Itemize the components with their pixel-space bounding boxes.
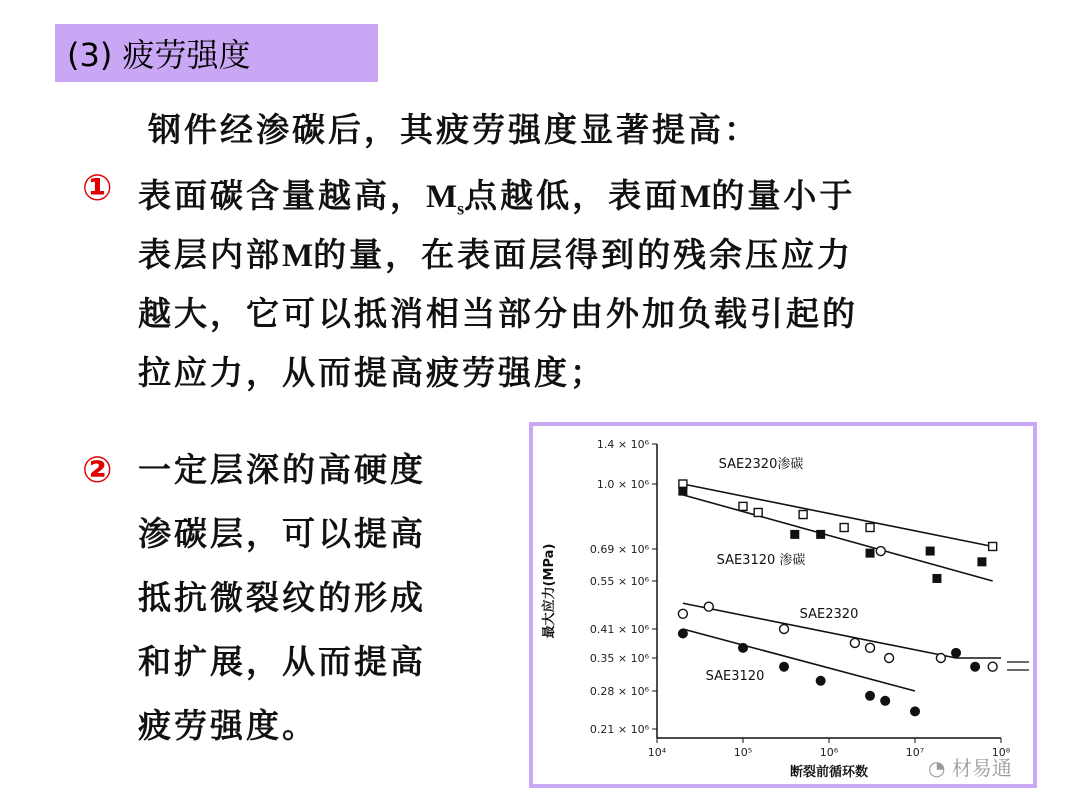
x-tick-label: 10⁸ [991,746,1011,759]
point-2-line-1: 一定层深的高硬度 [138,450,426,489]
point-filled-circle [866,691,875,700]
point-2-line-2: 渗碳层，可以提高 [138,514,426,553]
point-open-circle [678,609,687,618]
point-filled-circle [881,696,890,705]
point-2-text [138,438,426,758]
point-open-square [866,524,874,532]
x-tick-label: 10⁴ [647,746,667,759]
y-tick-label: 0.55 × 10⁶ [589,575,649,588]
section-title-box [55,24,378,82]
y-tick-label: 0.28 × 10⁶ [589,685,649,698]
x-tick-label: 10⁵ [733,746,753,759]
point-open-circle [780,625,789,634]
y-tick-label: 0.41 × 10⁶ [589,623,649,636]
point-1-text [138,166,858,402]
point-open-circle [885,654,894,663]
ms-symbol: M [426,179,458,215]
y-tick-label: 0.21 × 10⁶ [589,723,649,736]
fatigue-chart-frame [529,422,1037,788]
point-filled-square [866,549,874,557]
point-1-line-2-part-b: 的量，在表面层得到的残余压应力 [313,235,854,274]
point-2-line-3: 抵抗微裂纹的形成 [138,578,426,617]
point-1-line-1-part-c: 的量小于 [711,176,856,215]
point-filled-square [791,530,799,538]
point-open-circle [850,638,859,647]
section-title: (3) 疲劳强度 [67,36,251,74]
point-filled-circle [739,643,748,652]
y-tick-label: 1.0 × 10⁶ [596,478,649,491]
m-symbol: M [680,179,712,215]
point-open-circle [866,643,875,652]
point-1-line-3: 越大，它可以抵消相当部分由外加负载引起的 [138,294,858,333]
x-axis-label: 断裂前循环数 [789,765,869,780]
series-label: SAE2320渗碳 [718,457,804,472]
watermark-text: 材易通 [951,756,1012,780]
point-filled-circle [952,648,961,657]
y-tick-label: 0.69 × 10⁶ [589,543,649,556]
point-1-line-4: 拉应力，从而提高疲劳强度； [138,353,606,392]
series-label: SAE2320 [799,607,859,622]
series-label: SAE3120 渗碳 [716,553,806,568]
point-filled-square [926,547,934,555]
point-1-line-1-part-a: 表面碳含量越高， [138,176,426,215]
point-filled-circle [971,662,980,671]
point-2-line-4: 和扩展，从而提高 [138,642,426,681]
point-filled-circle [816,676,825,685]
point-open-square [799,511,807,519]
wechat-icon: ◔ [928,756,946,780]
point-2-marker: ② [82,450,113,491]
point-filled-circle [678,629,687,638]
fatigue-chart [533,426,1033,784]
point-filled-square [817,530,825,538]
y-tick-label: 1.4 × 10⁶ [596,438,649,451]
point-open-square [989,542,997,550]
point-filled-square [978,558,986,566]
point-open-square [739,502,747,510]
y-axis-label: 最大应力(MPa) [542,543,557,639]
point-filled-square [933,574,941,582]
x-tick-label: 10⁶ [819,746,839,759]
point-open-circle [988,662,997,671]
point-open-circle [876,547,885,556]
point-open-square [754,508,762,516]
watermark [928,752,1012,781]
point-filled-circle [911,707,920,716]
point-1-line-1 [138,166,858,225]
point-1-line-2-part-a: 表层内部 [138,235,282,274]
point-1-line-2 [138,225,858,284]
ms-subscript: s [457,198,465,219]
point-1-marker: ① [82,168,113,209]
point-open-circle [704,602,713,611]
series-label: SAE3120 [705,669,765,684]
m-symbol-2: M [282,238,314,274]
point-open-square [840,524,848,532]
point-filled-circle [780,662,789,671]
point-filled-square [679,487,687,495]
intro-text: 钢件经渗碳后，其疲劳强度显著提高： [148,110,760,149]
point-open-circle [936,654,945,663]
point-1-line-1-part-b: 点越低，表面 [464,176,681,215]
point-2-line-5: 疲劳强度。 [138,706,318,745]
y-tick-label: 0.35 × 10⁶ [589,652,649,665]
x-tick-label: 10⁷ [905,746,925,759]
